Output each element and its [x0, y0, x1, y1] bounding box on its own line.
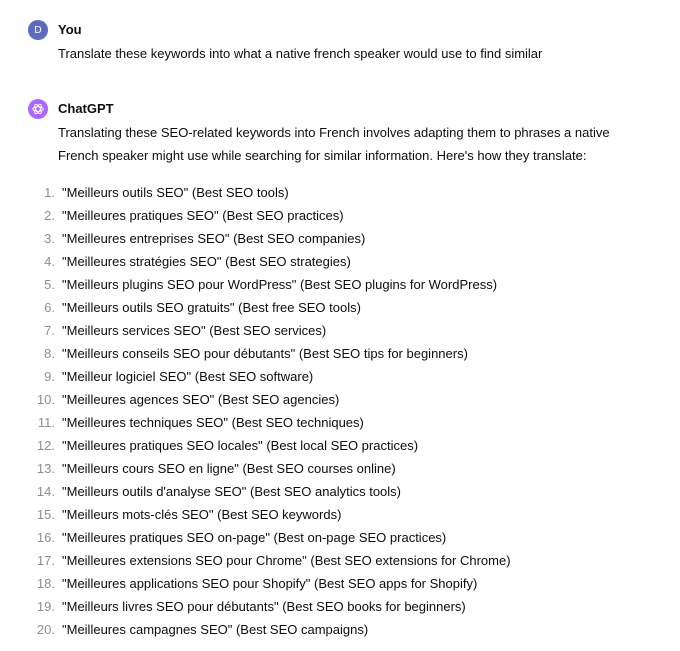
list-item-number: 14. — [36, 484, 55, 499]
list-item-number: 17. — [36, 553, 55, 568]
list-item-text: "Meilleures campagnes SEO" (Best SEO campaigns) — [62, 622, 369, 637]
user-message-text: Translate these keywords into what a native french speaker would use to find similar — [58, 46, 543, 61]
list-item-text: "Meilleures pratiques SEO" (Best SEO practices) — [62, 208, 344, 223]
list-item-text: "Meilleures stratégies SEO" (Best SEO strategies) — [62, 254, 351, 269]
list-item-text: "Meilleurs conseils SEO pour débutants" (Best SEO tips for beginners) — [62, 346, 468, 361]
list-item-number: 3. — [44, 231, 55, 246]
list-item-number: 16. — [36, 530, 55, 545]
assistant-intro-line-1: Translating these SEO-related keywords into French involves adapting them to phrases a native — [58, 125, 610, 140]
list-item-text: "Meilleurs outils SEO" (Best SEO tools) — [62, 185, 289, 200]
user-avatar — [28, 20, 48, 40]
list-item-number: 2. — [44, 208, 55, 223]
list-item-text: "Meilleures techniques SEO" (Best SEO techniques) — [62, 415, 364, 430]
assistant-intro-text — [58, 121, 638, 167]
assistant-author-name: ChatGPT — [58, 101, 114, 116]
list-item-number: 20. — [36, 622, 55, 637]
user-author-name: You — [58, 22, 82, 37]
list-item-text: "Meilleures agences SEO" (Best SEO agencies) — [62, 392, 340, 407]
list-item-number: 6. — [44, 300, 55, 315]
list-item-number: 5. — [44, 277, 55, 292]
list-item-number: 15. — [36, 507, 55, 522]
openai-logo-icon — [28, 99, 48, 119]
list-item-text: "Meilleures pratiques SEO on-page" (Best on-page SEO practices) — [62, 530, 447, 545]
list-item-text: "Meilleures applications SEO pour Shopify" (Best SEO apps for Shopify) — [62, 576, 478, 591]
list-item-text: "Meilleur logiciel SEO" (Best SEO software) — [62, 369, 314, 384]
list-item-text: "Meilleurs outils d'analyse SEO" (Best SEO analytics tools) — [62, 484, 402, 499]
list-item-text: "Meilleurs services SEO" (Best SEO services) — [62, 323, 327, 338]
list-item-number: 1. — [44, 185, 55, 200]
list-item-number: 9. — [44, 369, 55, 384]
list-item-number: 10. — [36, 392, 55, 407]
list-item-text: "Meilleures pratiques SEO locales" (Best local SEO practices) — [62, 438, 419, 453]
list-item-number: 11. — [37, 415, 55, 430]
list-item-text: "Meilleures extensions SEO pour Chrome" (Best SEO extensions for Chrome) — [62, 553, 511, 568]
list-item-text: "Meilleurs plugins SEO pour WordPress" (Best SEO plugins for WordPress) — [62, 277, 498, 292]
list-item-text: "Meilleurs mots-clés SEO" (Best SEO keywords) — [62, 507, 342, 522]
list-item-number: 13. — [36, 461, 55, 476]
list-item-number: 7. — [44, 323, 55, 338]
list-item-number: 4. — [44, 254, 55, 269]
openai-logo-glyph — [31, 102, 45, 116]
list-item-text: "Meilleurs livres SEO pour débutants" (Best SEO books for beginners) — [62, 599, 466, 614]
list-item-text: "Meilleures entreprises SEO" (Best SEO companies) — [62, 231, 366, 246]
list-item-number: 8. — [44, 346, 55, 361]
user-avatar-letter: D — [34, 24, 42, 36]
list-item-number: 12. — [36, 438, 55, 453]
assistant-intro-line-2: French speaker might use while searching for similar information. Here's how they translate: — [58, 148, 587, 163]
list-item-number: 19. — [36, 599, 55, 614]
list-item-text: "Meilleurs outils SEO gratuits" (Best free SEO tools) — [62, 300, 361, 315]
list-item-text: "Meilleurs cours SEO en ligne" (Best SEO courses online) — [62, 461, 396, 476]
list-item-number: 18. — [36, 576, 55, 591]
